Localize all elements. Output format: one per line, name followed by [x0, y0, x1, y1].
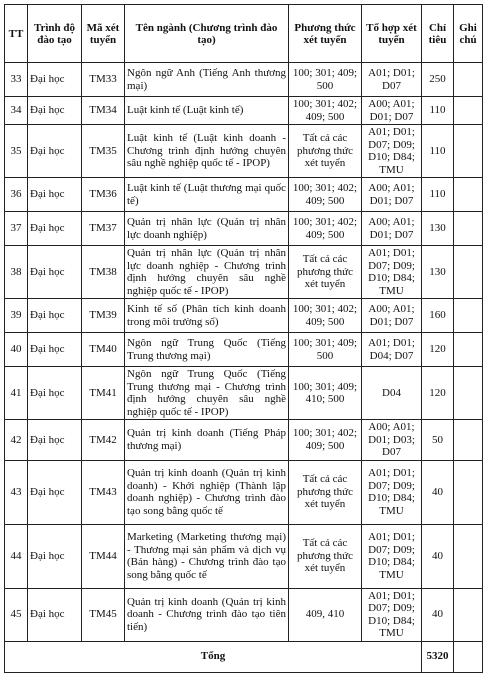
cell-level: Đại học [28, 367, 82, 420]
cell-quota: 50 [422, 420, 454, 461]
cell-quota: 110 [422, 97, 454, 125]
cell-quota: 110 [422, 178, 454, 212]
cell-level: Đại học [28, 246, 82, 299]
cell-method: Tất cả các phương thức xét tuyển [289, 125, 362, 178]
header-method: Phương thức xét tuyển [289, 5, 362, 63]
cell-note [454, 367, 483, 420]
cell-level: Đại học [28, 125, 82, 178]
cell-tt: 45 [5, 588, 28, 641]
cell-name: Luật kinh tế (Luật kinh doanh - Chương trình định hướng chuyên sâu nghề nghiệp quốc tế - IPOP) [125, 125, 289, 178]
cell-combo: A01; D01; D07; D09; D10; D84; TMU [362, 246, 422, 299]
cell-tt: 36 [5, 178, 28, 212]
admissions-table-page [4, 4, 482, 673]
table-body [5, 63, 483, 642]
table-header-row [5, 5, 483, 63]
cell-code: TM37 [82, 212, 125, 246]
cell-quota: 120 [422, 367, 454, 420]
cell-method: 100; 301; 402; 409; 500 [289, 97, 362, 125]
cell-code: TM44 [82, 524, 125, 588]
header-combo: Tổ hợp xét tuyển [362, 5, 422, 63]
cell-method: 100; 301; 402; 409; 500 [289, 299, 362, 333]
cell-method: Tất cả các phương thức xét tuyển [289, 524, 362, 588]
cell-level: Đại học [28, 212, 82, 246]
cell-code: TM43 [82, 460, 125, 524]
cell-quota: 40 [422, 460, 454, 524]
cell-tt: 37 [5, 212, 28, 246]
cell-level: Đại học [28, 588, 82, 641]
cell-name: Luật kinh tế (Luật kinh tế) [125, 97, 289, 125]
cell-name: Quản trị kinh doanh (Tiếng Pháp thương mại) [125, 420, 289, 461]
cell-tt: 35 [5, 125, 28, 178]
cell-note [454, 588, 483, 641]
cell-tt: 39 [5, 299, 28, 333]
cell-note [454, 125, 483, 178]
cell-name: Ngôn ngữ Anh (Tiếng Anh thương mại) [125, 63, 289, 97]
header-code: Mã xét tuyển [82, 5, 125, 63]
cell-level: Đại học [28, 299, 82, 333]
cell-note [454, 333, 483, 367]
cell-quota: 40 [422, 588, 454, 641]
admissions-table [4, 4, 483, 673]
cell-quota: 130 [422, 212, 454, 246]
cell-note [454, 246, 483, 299]
cell-name: Quản trị kinh doanh (Quản trị kinh doanh) - Khởi nghiệp (Thành lập doanh nghiệp) - Chương trình đào tạo song bằng quốc tế [125, 460, 289, 524]
cell-tt: 42 [5, 420, 28, 461]
table-row [5, 524, 483, 588]
cell-method: 100; 301; 409; 500 [289, 63, 362, 97]
cell-combo: A01; D01; D07; D09; D10; D84; TMU [362, 460, 422, 524]
cell-tt: 41 [5, 367, 28, 420]
cell-tt: 40 [5, 333, 28, 367]
table-row [5, 460, 483, 524]
cell-code: TM40 [82, 333, 125, 367]
cell-quota: 110 [422, 125, 454, 178]
total-quota: 5320 [422, 641, 454, 672]
cell-code: TM41 [82, 367, 125, 420]
cell-name: Ngôn ngữ Trung Quốc (Tiếng Trung thương mại) [125, 333, 289, 367]
cell-name: Quản trị kinh doanh (Quản trị kinh doanh - Chương trình đào tạo tiên tiến) [125, 588, 289, 641]
cell-note [454, 63, 483, 97]
cell-code: TM36 [82, 178, 125, 212]
cell-method: 100; 301; 402; 409; 500 [289, 212, 362, 246]
total-note [454, 641, 483, 672]
cell-level: Đại học [28, 178, 82, 212]
cell-note [454, 299, 483, 333]
cell-method: Tất cả các phương thức xét tuyển [289, 246, 362, 299]
cell-name: Ngôn ngữ Trung Quốc (Tiếng Trung thương mại - Chương trình định hướng chuyên sâu nghề nghiệp quốc tế - IPOP) [125, 367, 289, 420]
cell-tt: 43 [5, 460, 28, 524]
cell-combo: A00; A01; D01; D07 [362, 178, 422, 212]
cell-code: TM45 [82, 588, 125, 641]
cell-combo: A00; A01; D01; D07 [362, 97, 422, 125]
cell-combo: A01; D01; D07; D09; D10; D84; TMU [362, 125, 422, 178]
cell-method: 100; 301; 402; 409; 500 [289, 420, 362, 461]
cell-name: Marketing (Marketing thương mại) - Thương mại sản phẩm và dịch vụ (Bán hàng) - Chương trình đào tạo song bằng quốc tế [125, 524, 289, 588]
cell-note [454, 524, 483, 588]
cell-name: Kinh tế số (Phân tích kinh doanh trong môi trường số) [125, 299, 289, 333]
total-row [5, 641, 483, 672]
header-note: Ghi chú [454, 5, 483, 63]
cell-combo: A00; A01; D01; D03; D07 [362, 420, 422, 461]
cell-combo: A01; D01; D07; D09; D10; D84; TMU [362, 588, 422, 641]
cell-tt: 33 [5, 63, 28, 97]
cell-code: TM33 [82, 63, 125, 97]
header-quota: Chỉ tiêu [422, 5, 454, 63]
cell-combo: A00; A01; D01; D07 [362, 212, 422, 246]
cell-quota: 40 [422, 524, 454, 588]
table-row [5, 299, 483, 333]
cell-level: Đại học [28, 63, 82, 97]
cell-combo: A01; D01; D07 [362, 63, 422, 97]
cell-code: TM38 [82, 246, 125, 299]
table-row [5, 588, 483, 641]
cell-tt: 44 [5, 524, 28, 588]
cell-method: 100; 301; 409; 410; 500 [289, 367, 362, 420]
cell-combo: A00; A01; D01; D07 [362, 299, 422, 333]
table-row [5, 367, 483, 420]
cell-method: Tất cả các phương thức xét tuyển [289, 460, 362, 524]
cell-combo: D04 [362, 367, 422, 420]
cell-method: 100; 301; 409; 500 [289, 333, 362, 367]
cell-method: 409, 410 [289, 588, 362, 641]
cell-level: Đại học [28, 524, 82, 588]
table-row [5, 63, 483, 97]
cell-note [454, 178, 483, 212]
cell-code: TM39 [82, 299, 125, 333]
cell-tt: 34 [5, 97, 28, 125]
cell-quota: 120 [422, 333, 454, 367]
table-row [5, 178, 483, 212]
table-row [5, 246, 483, 299]
header-name: Tên ngành (Chương trình đào tạo) [125, 5, 289, 63]
cell-name: Quản trị nhân lực (Quản trị nhân lực doanh nghiệp) [125, 212, 289, 246]
cell-method: 100; 301; 402; 409; 500 [289, 178, 362, 212]
total-label: Tổng [5, 641, 422, 672]
cell-level: Đại học [28, 460, 82, 524]
header-level: Trình độ đào tạo [28, 5, 82, 63]
cell-code: TM35 [82, 125, 125, 178]
cell-name: Luật kinh tế (Luật thương mại quốc tế) [125, 178, 289, 212]
table-row [5, 333, 483, 367]
header-tt: TT [5, 5, 28, 63]
cell-quota: 160 [422, 299, 454, 333]
cell-quota: 130 [422, 246, 454, 299]
cell-note [454, 460, 483, 524]
cell-combo: A01; D01; D07; D09; D10; D84; TMU [362, 524, 422, 588]
cell-name: Quản trị nhân lực (Quản trị nhân lực doanh nghiệp - Chương trình định hướng chuyên sâu nghề nghiệp quốc tế - IPOP) [125, 246, 289, 299]
table-row [5, 420, 483, 461]
cell-level: Đại học [28, 333, 82, 367]
table-row [5, 212, 483, 246]
cell-level: Đại học [28, 420, 82, 461]
table-row [5, 97, 483, 125]
table-row [5, 125, 483, 178]
cell-level: Đại học [28, 97, 82, 125]
cell-code: TM34 [82, 97, 125, 125]
cell-note [454, 420, 483, 461]
cell-note [454, 212, 483, 246]
cell-note [454, 97, 483, 125]
cell-combo: A01; D01; D04; D07 [362, 333, 422, 367]
cell-code: TM42 [82, 420, 125, 461]
cell-tt: 38 [5, 246, 28, 299]
cell-quota: 250 [422, 63, 454, 97]
